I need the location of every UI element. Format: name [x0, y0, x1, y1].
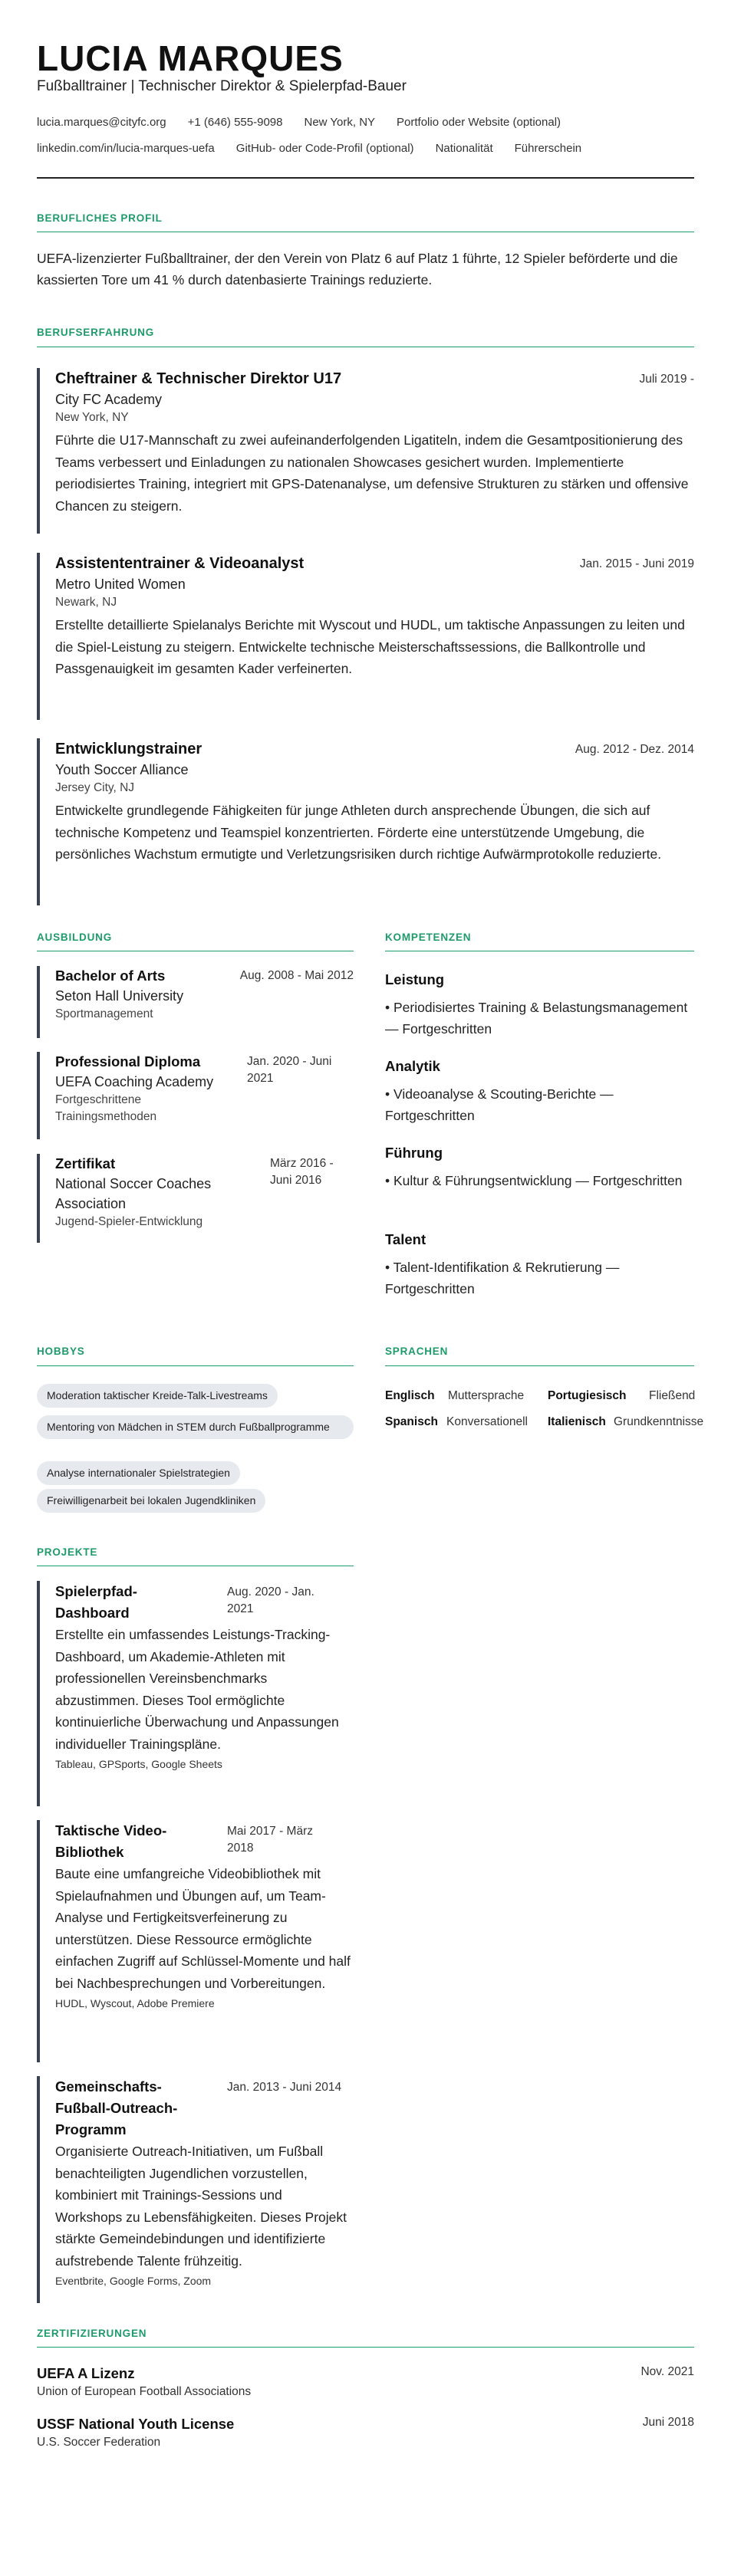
project-date: Jan. 2013 - Juni 2014	[227, 2081, 342, 2094]
education-school: National Soccer Coaches Association	[55, 1176, 212, 1211]
job-organization: City FC Academy	[55, 392, 163, 407]
education-field: Jugend-Spieler-Entwicklung	[55, 1215, 203, 1228]
education-degree: Professional Diploma	[55, 1053, 201, 1070]
project-description: Erstellte ein umfassendes Leistungs-Tracking-Dashboard, um Akademie-Athleten mit professionellen Vereinsbenchmarks abzustimmen. Dieses Tool ermöglichte kontinuierliche Überwachung und Anpassungen individueller Trainingspläne.	[55, 1627, 339, 1752]
contact-license: Führerschein	[514, 142, 582, 155]
project-entry	[37, 1581, 354, 1806]
education-entry	[37, 1052, 354, 1139]
project-entry	[37, 2076, 354, 2303]
language-entry	[385, 1388, 435, 1405]
section-title-hobbies: HOBBYS	[37, 1346, 85, 1357]
contact-row-1	[37, 114, 582, 131]
education-entry	[37, 966, 354, 1038]
job-location: Jersey City, NJ	[55, 781, 135, 794]
language-entry	[385, 1414, 438, 1431]
skill-item: • Periodisiertes Training & Belastungsmanagement — Fortgeschritten	[385, 1000, 688, 1037]
language-level	[448, 1388, 524, 1405]
language-level	[446, 1414, 528, 1431]
project-entry	[37, 1820, 354, 2062]
education-school: UEFA Coaching Academy	[55, 1074, 214, 1089]
section-title-profile: BERUFLICHES PROFIL	[37, 212, 163, 224]
section-rule-languages	[385, 1365, 694, 1366]
section-title-projects: PROJEKTE	[37, 1546, 98, 1558]
education-degree: Zertifikat	[55, 1155, 116, 1171]
contact-row-2	[37, 140, 603, 157]
language-entry	[548, 1414, 606, 1431]
project-date: Mai 2017 - März 2018	[227, 1825, 313, 1855]
job-entry	[37, 553, 694, 720]
job-date: Aug. 2012 - Dez. 2014	[575, 743, 694, 756]
skill-item: • Talent-Identifikation & Rekrutierung — Fortgeschritten	[385, 1260, 620, 1296]
contact-linkedin[interactable]: linkedin.com/in/lucia-marques-uefa	[37, 142, 215, 155]
project-tools: Tableau, GPSports, Google Sheets	[55, 1758, 222, 1770]
education-date: Jan. 2020 - Juni 2021	[247, 1055, 332, 1085]
language-entry	[548, 1388, 627, 1405]
education-school: Seton Hall University	[55, 988, 184, 1004]
project-tools: HUDL, Wyscout, Adobe Premiere	[55, 1997, 215, 2009]
header-divider	[37, 177, 694, 179]
section-title-education: AUSBILDUNG	[37, 932, 112, 943]
language-name: Portugiesisch	[548, 1389, 627, 1402]
job-organization: Youth Soccer Alliance	[55, 762, 189, 777]
certification-issuer: U.S. Soccer Federation	[37, 2436, 161, 2449]
certification-name: UEFA A Lizenz	[37, 2365, 135, 2381]
profile-summary: UEFA-lizenzierter Fußballtrainer, der den Verein von Platz 6 auf Platz 1 führte, 12 Spieler beförderte und die kassierten Tore um 41 % durch datenbasierte Trainings reduzierte.	[37, 251, 678, 288]
job-date: Juli 2019 -	[639, 373, 694, 386]
certification-date: Nov. 2021	[640, 2365, 694, 2378]
job-entry	[37, 368, 694, 534]
contact-email[interactable]: lucia.marques@cityfc.org	[37, 116, 166, 129]
project-description: Organisierte Outreach-Initiativen, um Fußball benachteiligten Jugendlichen vorzustellen, kombiniert mit Trainings-Sessions und Workshops zu Lebensfähigkeiten. Dieses Projekt stärkte Gemeindebindungen und identifizierte aufstrebende Talente frühzeitig.	[55, 2144, 347, 2269]
job-title: Cheftrainer & Technischer Direktor U17	[55, 370, 342, 387]
education-field: Fortgeschrittene Trainingsmethoden	[55, 1093, 157, 1123]
contact-github[interactable]: GitHub- oder Code-Profil (optional)	[235, 142, 414, 155]
project-title: Taktische Video-Bibliothek	[55, 1822, 167, 1860]
skill-category: Führung	[385, 1145, 443, 1161]
language-level-text: Fließend	[649, 1389, 696, 1402]
skill-item: • Videoanalyse & Scouting-Berichte — Fortgeschritten	[385, 1086, 614, 1123]
project-date: Aug. 2020 - Jan. 2021	[227, 1585, 314, 1615]
language-level	[649, 1388, 695, 1405]
education-entry	[37, 1154, 354, 1243]
certification-date: Juni 2018	[642, 2416, 694, 2429]
section-rule-certifications	[37, 2347, 694, 2348]
contact-location: New York, NY	[304, 116, 376, 129]
section-rule-hobbies	[37, 1365, 354, 1366]
skill-item: • Kultur & Führungsentwicklung — Fortgeschritten	[385, 1173, 683, 1188]
language-name: Spanisch	[385, 1415, 438, 1428]
section-title-experience: BERUFSERFAHRUNG	[37, 327, 155, 338]
candidate-headline: Fußballtrainer | Technischer Direktor & Spielerpfad-Bauer	[37, 78, 407, 94]
project-title: Spielerpfad-Dashboard	[55, 1583, 137, 1621]
language-level	[614, 1414, 703, 1431]
job-date: Jan. 2015 - Juni 2019	[579, 557, 694, 570]
contact-portfolio[interactable]: Portfolio oder Website (optional)	[397, 116, 561, 129]
language-level-text: Muttersprache	[448, 1389, 525, 1402]
section-title-certifications: ZERTIFIZIERUNGEN	[37, 2328, 147, 2339]
job-description: Führte die U17-Mannschaft zu zwei aufeinanderfolgenden Ligatiteln, indem die Gesamtpositionierung des Teams verbessert und Einladungen zu nationalen Showcases gesichert wurden. Implementierte periodisiertes Training, integriert mit GPS-Datenanalyse, um defensive Strukturen zu stärken und offensive Chancen zu steigern.	[55, 432, 689, 514]
section-title-skills: KOMPETENZEN	[385, 932, 472, 943]
candidate-name: LUCIA MARQUES	[37, 38, 344, 78]
job-organization: Metro United Women	[55, 577, 186, 592]
job-title: Entwicklungstrainer	[55, 741, 203, 757]
project-title: Gemeinschafts-Fußball-Outreach-Programm	[55, 2078, 178, 2137]
job-location: Newark, NJ	[55, 596, 117, 609]
job-title: Assistententrainer & Videoanalyst	[55, 555, 305, 572]
language-level-text: Grundkenntnisse	[614, 1415, 704, 1428]
language-name: Italienisch	[548, 1415, 606, 1428]
education-degree: Bachelor of Arts	[55, 968, 166, 984]
certification-name: USSF National Youth License	[37, 2416, 235, 2432]
skill-category: Leistung	[385, 971, 445, 987]
hobby-tag: Mentoring von Mädchen in STEM durch Fußballprogramme	[37, 1415, 354, 1439]
project-description: Baute eine umfangreiche Videobibliothek mit Spielaufnahmen und Übungen auf, um Team-Analyse und Fertigkeitsverfeinerung zu unterstützen. Diese Ressource ermöglichte einfachen Zugriff auf Schlüssel-Momente und half bei Nachbesprechungen und Vorbereitungen.	[55, 1866, 351, 1991]
education-field: Sportmanagement	[55, 1007, 153, 1020]
job-description: Erstellte detaillierte Spielanalys Berichte mit Wyscout und HUDL, um taktische Anpassungen zu leiten und die Spiel-Leistung zu steigern. Entwickelte technische Meisterschaftssessions, die Ballkontrolle und Passgenauigkeit im gesamten Kader verfeinerten.	[55, 617, 685, 676]
certification-issuer: Union of European Football Associations	[37, 2385, 252, 2398]
job-entry	[37, 738, 694, 905]
contact-nationality: Nationalität	[435, 142, 493, 155]
project-tools: Eventbrite, Google Forms, Zoom	[55, 2275, 212, 2287]
skill-category: Talent	[385, 1231, 426, 1247]
contact-phone[interactable]: +1 (646) 555-9098	[187, 116, 283, 129]
job-location: New York, NY	[55, 411, 129, 424]
hobby-tag: Moderation taktischer Kreide-Talk-Livestreams	[37, 1384, 278, 1408]
language-level-text: Konversationell	[446, 1415, 528, 1428]
hobby-tag: Analyse internationaler Spielstrategien	[37, 1461, 240, 1485]
skill-category: Analytik	[385, 1058, 440, 1074]
section-title-languages: SPRACHEN	[385, 1346, 449, 1357]
education-date: Aug. 2008 - Mai 2012	[239, 969, 354, 982]
job-description: Entwickelte grundlegende Fähigkeiten für junge Athleten durch ansprechende Übungen, die sich auf technische Kompetenz und Teamspiel konzentrierten. Förderte eine unterstützende Umgebung, die persönliches Wachstum ermutigte und Verletzungsrisiken durch richtige Aufwärmprotokolle reduzierte.	[55, 803, 662, 862]
language-name: Englisch	[385, 1389, 435, 1402]
education-date: März 2016 - Juni 2016	[270, 1157, 334, 1187]
hobby-tag: Freiwilligenarbeit bei lokalen Jugendkliniken	[37, 1489, 265, 1513]
